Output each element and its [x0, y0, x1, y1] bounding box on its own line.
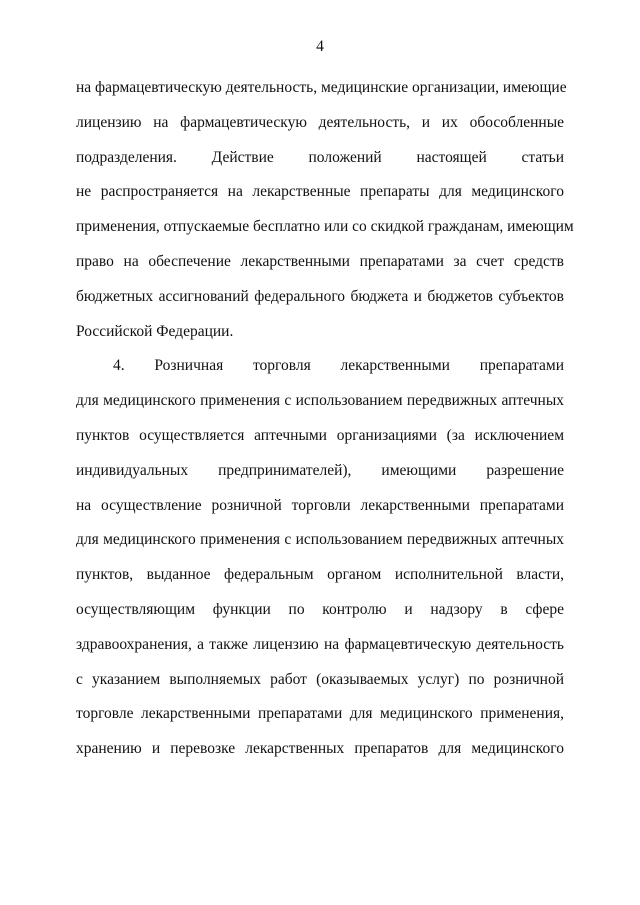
text-line: на осуществление розничной торговли лекарственными препаратами: [76, 496, 564, 514]
text-line: пунктов осуществляется аптечными организациями (за исключением: [76, 426, 564, 444]
text-line: индивидуальных предпринимателей), имеющими разрешение: [76, 461, 564, 479]
text-line: Российской Федерации.: [76, 322, 234, 340]
text-line: здравоохранения, а также лицензию на фармацевтическую деятельность: [76, 635, 564, 653]
text-line: пунктов, выданное федеральным органом исполнительной власти,: [76, 566, 564, 584]
text-line: бюджетных ассигнований федерального бюджета и бюджетов субъектов: [76, 287, 564, 305]
text-line: для медицинского применения с использованием передвижных аптечных: [76, 531, 564, 549]
text-line: осуществляющим функции по контролю и надзору в сфере: [76, 600, 564, 618]
text-line: лицензию на фармацевтическую деятельность, и их обособленные: [76, 113, 564, 131]
text-line: применения, отпускаемые бесплатно или со скидкой гражданам, имеющим: [76, 218, 574, 236]
text-line: право на обеспечение лекарственными препаратами за счет средств: [76, 252, 564, 270]
text-line: не распространяется на лекарственные препараты для медицинского: [76, 183, 564, 201]
text-line: с указанием выполняемых работ (оказываемых услуг) по розничной: [76, 670, 564, 688]
text-line: на фармацевтическую деятельность, медицинские организации, имеющие: [76, 79, 567, 96]
text-line: торговле лекарственными препаратами для медицинского применения,: [76, 705, 564, 723]
page-number: 4: [316, 38, 324, 55]
paragraph-2: [76, 358, 564, 776]
paragraph-1: [76, 79, 574, 358]
text-line: подразделения. Действие положений настоящей статьи: [76, 148, 564, 166]
text-line: 4. Розничная торговля лекарственными препаратами: [113, 357, 564, 375]
text-line: хранению и перевозке лекарственных препаратов для медицинского: [76, 740, 564, 758]
text-line: для медицинского применения с использованием передвижных аптечных: [76, 392, 564, 410]
document-body: [76, 79, 574, 776]
